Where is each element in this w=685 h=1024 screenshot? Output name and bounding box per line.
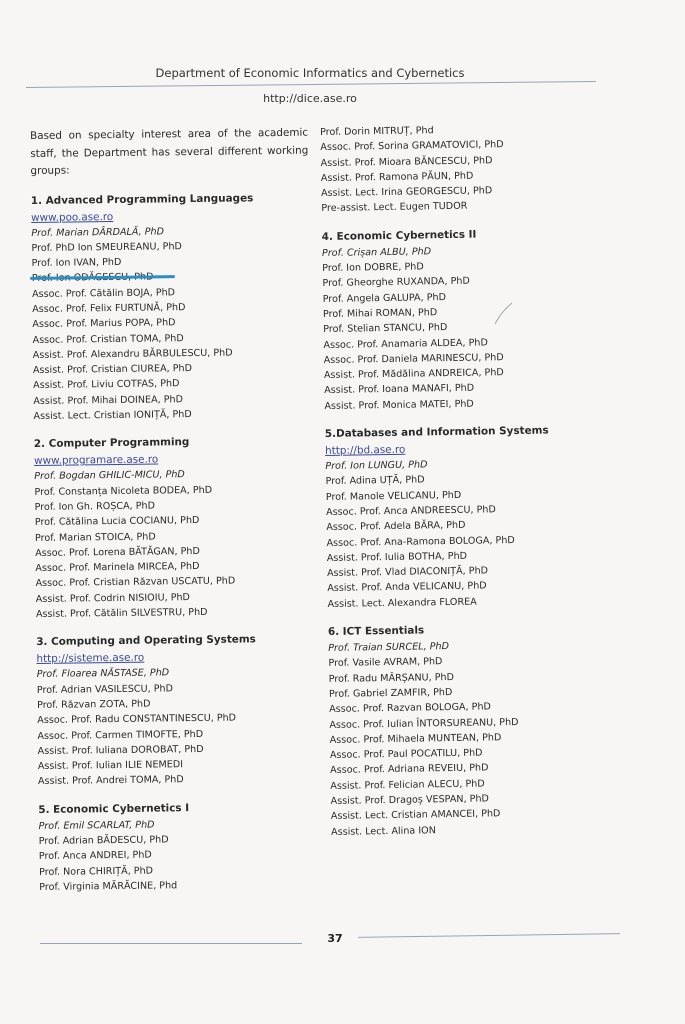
staff-member: Assist. Prof. Vlad DIACONIȚĂ, PhD (326, 565, 489, 580)
staff-member: Assoc. Prof. Cătălin BOJA, PhD (31, 286, 176, 300)
staff-member: Assist. Prof. Iulia BOTHA, PhD (326, 550, 468, 564)
section-heading: 5.Databases and Information Systems (324, 424, 549, 441)
staff-member: Prof. Stelian STANCU, PhD (323, 322, 448, 336)
staff-member: Prof. Adina UȚĂ, PhD (325, 474, 425, 488)
staff-member: Prof. Angela GALUPA, PhD (322, 291, 447, 305)
staff-member: Assist. Prof. Alexandru BĂRBULESCU, PhD (32, 347, 233, 361)
staff-member: Assoc. Prof. Adela BĂRA, PhD (326, 520, 466, 534)
staff-member: Prof. Manole VELICANU, PhD (325, 489, 462, 503)
staff-member: Assoc. Prof. Cristian TOMA, PhD (32, 332, 184, 346)
staff-member: Prof. Mihai ROMAN, PhD (322, 307, 438, 320)
section-heading: 1. Advanced Programming Languages (30, 191, 254, 207)
staff-member: Prof. Gabriel ZAMFIR, PhD (328, 686, 453, 700)
staff-member: Prof. Ion LUNGU, PhD (325, 459, 428, 473)
staff-member: Assoc. Prof. Paul POCATILU, PhD (329, 747, 483, 762)
staff-member: Assist. Prof. Iuliana DOROBAT, PhD (37, 743, 204, 757)
staff-member: Prof. Ion Gh. ROȘCA, PhD (34, 500, 156, 513)
staff-member: Prof. Radu MÂRȘANU, PhD (328, 671, 455, 685)
working-group-section (322, 224, 625, 414)
staff-member: Assist. Prof. Felician ALECU, PhD (330, 778, 485, 792)
page-number: 37 (327, 932, 343, 945)
staff-member: Prof. Crișan ALBU, PhD (321, 246, 432, 259)
staff-member: Prof. Virginia MĂRĂCINE, Phd (39, 880, 178, 893)
staff-member: Assist. Prof. Anda VELICANU, PhD (327, 580, 487, 595)
section-website-link[interactable]: http://bd.ase.ro (325, 443, 406, 458)
section-heading: 6. ICT Essentials (327, 624, 425, 638)
staff-member: Prof. Marian DÂRDALĂ, PhD (31, 225, 165, 239)
staff-member: Prof. PhD Ion SMEUREANU, PhD (31, 240, 182, 254)
pen-stroke-mark (492, 300, 514, 326)
staff-member: Prof. Adrian BĂDESCU, PhD (38, 834, 169, 847)
staff-member: Assoc. Prof. Anca ANDREESCU, PhD (325, 504, 496, 518)
footer-divider-left (40, 943, 302, 944)
staff-member: Assist. Prof. Codrin NISIOIU, PhD (35, 591, 190, 605)
staff-member: Assoc. Prof. Daniela MARINESCU, PhD (323, 352, 504, 366)
staff-member: Assist. Lect. Cristian AMANCEI, PhD (330, 808, 501, 823)
staff-member: Prof. Cătălina Lucia COCIANU, PhD (34, 515, 200, 529)
left-column (30, 125, 317, 908)
staff-member: Assoc. Prof. Carmen TIMOFTE, PhD (37, 728, 204, 742)
staff-member: Prof. Nora CHIRIȚĂ, PhD (39, 865, 154, 878)
staff-member: Assist. Prof. Ramona PĂUN, PhD (320, 170, 474, 184)
working-group-section (328, 619, 631, 840)
staff-member: Assist. Prof. Mădălina ANDREICA, PhD (323, 367, 504, 382)
left-sections (31, 189, 318, 895)
staff-member: Assist. Lect. Alexandra FLOREA (327, 596, 477, 610)
section-website-link[interactable]: http://sisteme.ase.ro (36, 651, 145, 666)
staff-member: Assoc. Prof. Marius POPA, PhD (32, 317, 176, 331)
staff-member: Assist. Lect. Cristian IONIȚĂ, PhD (33, 409, 192, 423)
right-column (320, 120, 631, 851)
staff-member: Assoc. Prof. Adriana REVEIU, PhD (330, 762, 489, 777)
working-group-section (34, 433, 314, 622)
section-website-link[interactable]: www.poo.ase.ro (31, 210, 114, 224)
staff-member: Assoc. Prof. Lorena BĂTĂGAN, PhD (35, 545, 200, 559)
staff-member: Prof. Anca ANDREI, PhD (38, 849, 152, 863)
staff-member: Prof. Emil SCARLAT, PhD (38, 819, 155, 832)
staff-member: Assoc. Prof. Anamaria ALDEA, PhD (323, 336, 488, 351)
staff-member: Assoc. Prof. Radu CONSTANTINESCU, PhD (37, 712, 237, 727)
section-heading: 5. Economic Cybernetics I (38, 801, 190, 816)
department-title: Department of Economic Informatics and Cybernetics (155, 66, 465, 80)
staff-member: Assoc. Prof. Cristian Răzvan USCATU, PhD (35, 575, 236, 590)
staff-member: Assist. Prof. Cătălin SILVESTRU, PhD (35, 606, 208, 620)
staff-member: Prof. Floarea NĂSTASE, PhD (36, 667, 170, 681)
right-sections (320, 120, 631, 839)
staff-member: Assoc. Prof. Ana-Ramona BOLOGA, PhD (326, 534, 515, 549)
staff-member: Assist. Prof. Iulian ILIE NEMEDI (37, 759, 184, 773)
staff-member: Assist. Prof. Mioara BĂNCESCU, PhD (320, 154, 493, 169)
intro-paragraph: Based on specialty interest area of the academic staff, the Department has several different working groups: (30, 126, 309, 177)
department-url: http://dice.ase.ro (263, 92, 357, 105)
section-heading: 3. Computing and Operating Systems (36, 633, 256, 649)
staff-member: Assist. Prof. Dragoș VESPAN, PhD (330, 793, 489, 807)
staff-member: Assoc. Prof. Iulian ÎNTORSUREANU, PhD (329, 716, 519, 731)
staff-member: Assoc. Prof. Razvan BOLOGA, PhD (329, 701, 491, 716)
staff-member: Prof. Răzvan ZOTA, PhD (36, 698, 151, 711)
working-group-section (36, 631, 316, 790)
staff-member: Assist. Prof. Monica MATEI, PhD (324, 398, 474, 412)
staff-member: Assoc. Prof. Felix FURTUNĂ, PhD (32, 302, 186, 315)
staff-member: Pre-assist. Lect. Eugen TUDOR (321, 201, 468, 215)
staff-member: Prof. Ion DOBRE, PhD (322, 261, 424, 275)
staff-member: Assoc. Prof. Mihaela MUNTEAN, PhD (329, 732, 502, 746)
staff-member: Assist. Prof. Cristian CIUREA, PhD (32, 363, 193, 377)
working-group-section (325, 421, 628, 612)
staff-member: Assist. Prof. Ioana MANAFI, PhD (324, 383, 475, 397)
staff-member: Assist. Prof. Liviu COTFAS, PhD (33, 378, 180, 392)
staff-member: Prof. Vasile AVRAM, PhD (328, 656, 443, 670)
section-heading: 2. Computer Programming (33, 436, 190, 451)
section-website-link[interactable]: www.programare.ase.ro (33, 453, 159, 468)
working-group-section (38, 798, 317, 895)
staff-member: Assist. Prof. Mihai DOINEA, PhD (33, 393, 184, 407)
staff-member: Assoc. Prof. Sorina GRAMATOVICI, PhD (320, 139, 504, 154)
staff-member: Assist. Lect. Irina GEORGESCU, PhD (320, 185, 493, 200)
staff-member: Prof. Traian SURCEL, PhD (328, 641, 450, 654)
staff-member: Prof. Ion IVAN, PhD (31, 256, 122, 270)
staff-member: Prof. Dorin MITRUȚ, Phd (320, 125, 434, 138)
staff-member: Prof. Constanța Nicoleta BODEA, PhD (34, 484, 213, 498)
header-divider (26, 81, 596, 88)
working-group-section (320, 120, 621, 216)
staff-member: Prof. Marian STOICA, PhD (34, 531, 156, 544)
working-group-section (31, 189, 312, 424)
staff-member: Prof. Bogdan GHILIC-MICU, PhD (34, 469, 185, 483)
staff-member: Prof. Adrian VASILESCU, PhD (36, 682, 174, 696)
section-heading: 4. Economic Cybernetics II (321, 228, 477, 243)
staff-member: Prof. Gheorghe RUXANDA, PhD (322, 276, 470, 290)
staff-member: Assist. Lect. Alina ION (331, 824, 436, 838)
staff-member: Assoc. Prof. Marinela MIRCEA, PhD (35, 561, 200, 575)
staff-member: Assist. Prof. Andrei TOMA, PhD (37, 774, 184, 788)
footer-divider-right (358, 933, 620, 938)
